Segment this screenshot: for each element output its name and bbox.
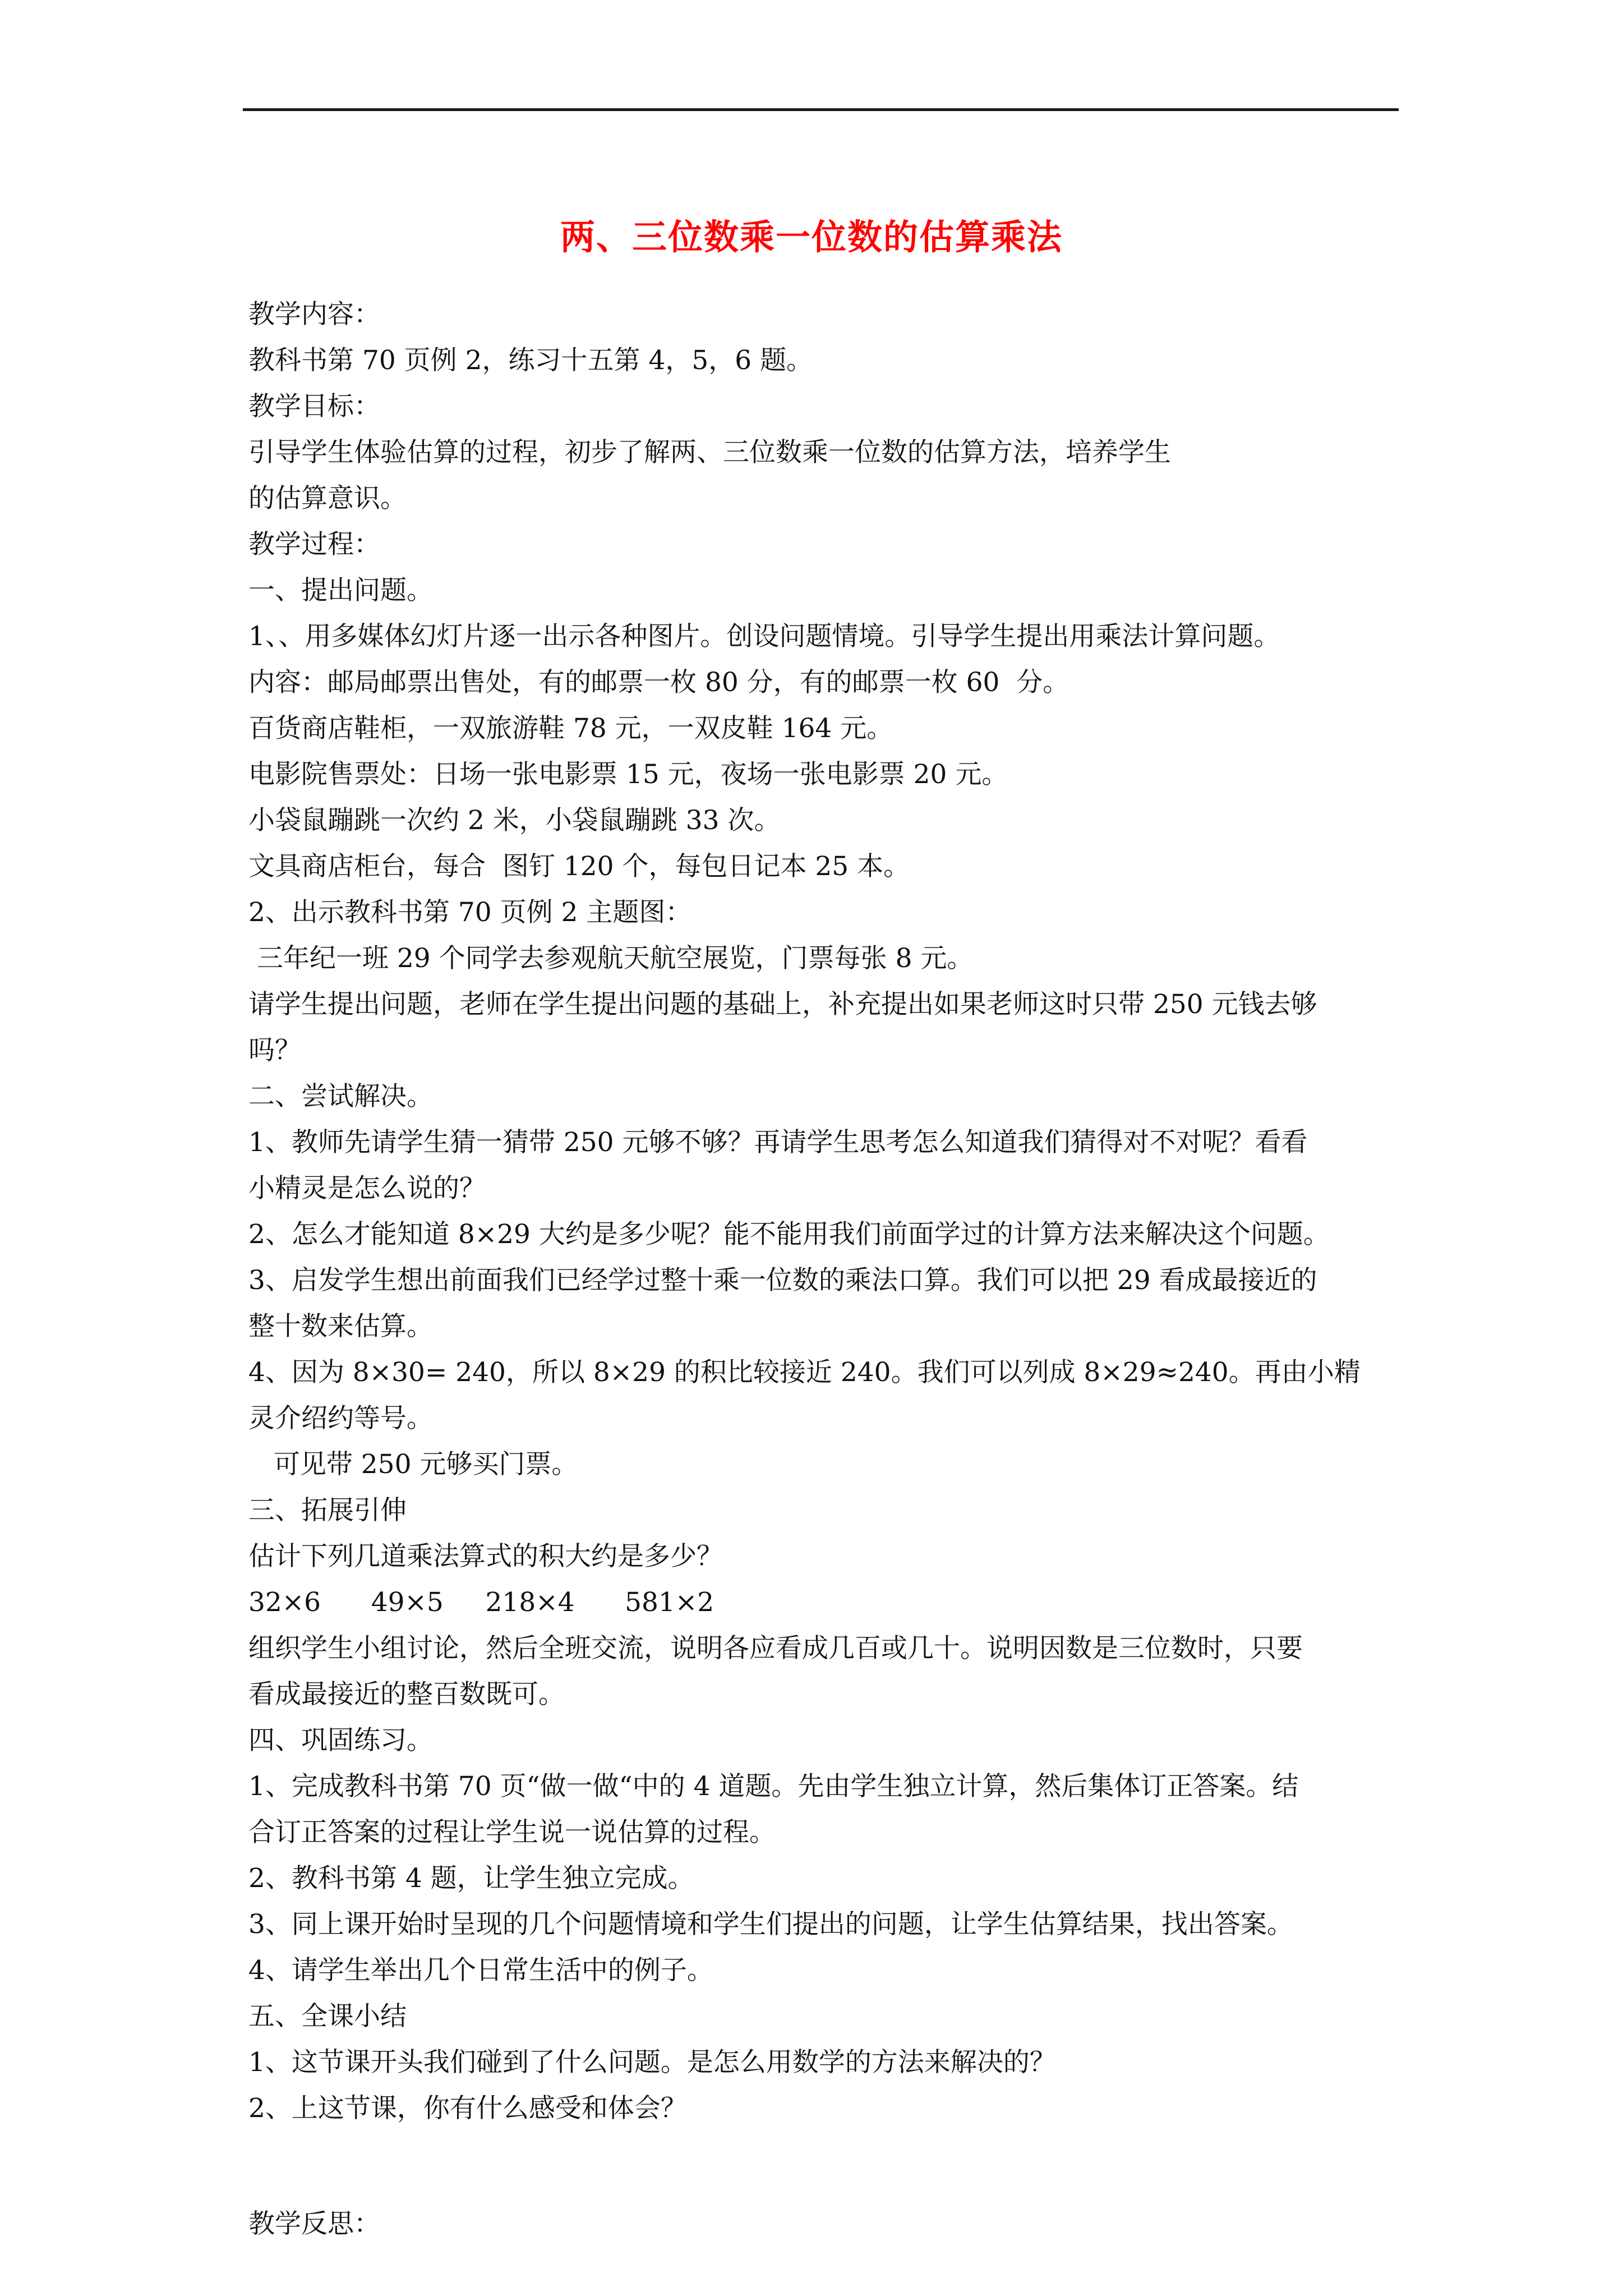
text-line: 小袋鼠蹦跳一次约 2 米，小袋鼠蹦跳 33 次。: [248, 805, 781, 836]
text-line: 的估算意识。: [248, 483, 407, 514]
text-line: 4、因为 8×30= 240，所以 8×29 的积比较接近 240。我们可以列成 8×29≈240。再由小精: [248, 1357, 1361, 1388]
section-heading: 二、尝试解决。: [248, 1081, 433, 1112]
text-line: 吗？: [248, 1035, 301, 1066]
text-line: 3、同上课开始时呈现的几个问题情境和学生们提出的问题，让学生估算结果，找出答案。: [248, 1909, 1293, 1940]
section-heading: 一、提出问题。: [248, 575, 433, 606]
text-line: 1、这节课开头我们碰到了什么问题。是怎么用数学的方法来解决的？: [248, 2047, 1056, 2078]
document-title: 两、三位数乘一位数的估算乘法: [560, 217, 1063, 257]
section-heading: 三、拓展引伸: [248, 1495, 407, 1526]
blank-gap: [248, 2178, 1405, 2201]
text-line: 看成最接近的整百数既可。: [248, 1679, 565, 1710]
text-line: 2、教科书第 4 题，让学生独立完成。: [248, 1863, 694, 1894]
text-line: 1、完成教科书第 70 页“做一做“中的 4 道题。先由学生独立计算，然后集体订正答案。结: [248, 1771, 1299, 1802]
reflection-label: 教学反思：: [248, 2208, 380, 2239]
section-heading: 五、全课小结: [248, 2001, 407, 2032]
text-line: 三年纪一班 29 个同学去参观航天航空展览，门票每张 8 元。: [248, 943, 974, 974]
text-line: 教科书第 70 页例 2，练习十五第 4，5，6 题。: [248, 345, 813, 376]
text-line: 百货商店鞋柜，一双旅游鞋 78 元，一双皮鞋 164 元。: [248, 713, 893, 744]
text-line: 可见带 250 元够买门票。: [248, 1449, 578, 1480]
text-line: 教学目标：: [248, 391, 380, 422]
text-line: 2、上这节课，你有什么感受和体会？: [248, 2093, 687, 2124]
text-line: 小精灵是怎么说的？: [248, 1173, 486, 1204]
header-rule: [243, 108, 1399, 111]
text-line: 电影院售票处：日场一张电影票 15 元，夜场一张电影票 20 元。: [248, 759, 1008, 790]
text-line: 组织学生小组讨论，然后全班交流，说明各应看成几百或几十。说明因数是三位数时，只要: [248, 1633, 1303, 1664]
text-line: 估计下列几道乘法算式的积大约是多少？: [248, 1541, 723, 1572]
document-body: [248, 292, 1405, 2247]
text-line: 3、启发学生想出前面我们已经学过整十乘一位数的乘法口算。我们可以把 29 看成最接近的: [248, 1265, 1317, 1296]
text-line: 2、怎么才能知道 8×29 大约是多少呢？能不能用我们前面学过的计算方法来解决这个问题。: [248, 1219, 1330, 1250]
text-line: 合订正答案的过程让学生说一说估算的过程。: [248, 1817, 776, 1848]
text-line: 1、、用多媒体幻灯片逐一出示各种图片。创设问题情境。引导学生提出用乘法计算问题。: [248, 621, 1280, 652]
text-line: 1、教师先请学生猜一猜带 250 元够不够？再请学生思考怎么知道我们猜得对不对呢？看看: [248, 1127, 1308, 1158]
text-line: 整十数来估算。: [248, 1311, 433, 1342]
text-line: 内容：邮局邮票出售处，有的邮票一枚 80 分，有的邮票一枚 60 分。: [248, 667, 1069, 698]
section-heading: 四、巩固练习。: [248, 1725, 433, 1756]
text-line: 教学过程：: [248, 529, 380, 560]
text-line: 引导学生体验估算的过程，初步了解两、三位数乘一位数的估算方法，培养学生: [248, 437, 1171, 468]
text-line: 4、请学生举出几个日常生活中的例子。: [248, 1955, 713, 1986]
blank-line: [248, 2132, 1405, 2178]
text-line: 教学内容：: [248, 299, 380, 330]
text-line: 文具商店柜台，每合 图钉 120 个，每包日记本 25 本。: [248, 851, 910, 882]
text-line: 2、出示教科书第 70 页例 2 主题图：: [248, 897, 692, 928]
text-line: 请学生提出问题，老师在学生提出问题的基础上，补充提出如果老师这时只带 250 元钱去够: [248, 989, 1317, 1020]
text-line: 灵介绍约等号。: [248, 1403, 433, 1434]
text-line: 32×6 49×5 218×4 581×2: [248, 1587, 714, 1618]
